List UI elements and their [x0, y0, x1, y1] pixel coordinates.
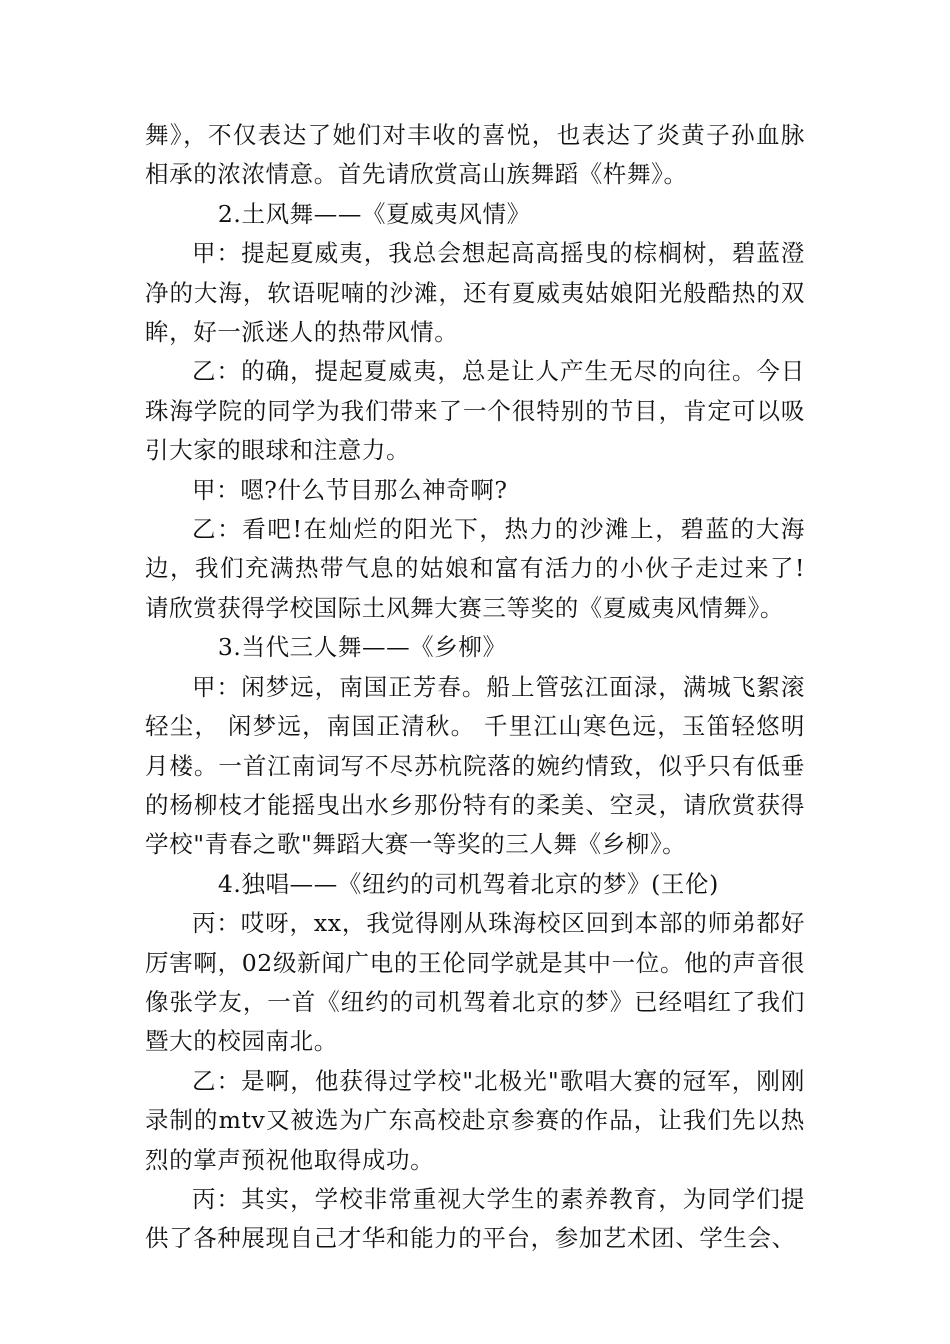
- paragraph-5: 乙：看吧!在灿烂的阳光下，热力的沙滩上，碧蓝的大海边，我们充满热带气息的姑娘和富有活力的小伙子走过来了!请欣赏获得学校国际土风舞大赛三等奖的《夏威夷风情舞》。: [145, 515, 805, 622]
- paragraph-4: 甲：嗯?什么节目那么神奇啊?: [192, 475, 508, 504]
- paragraph-8: 乙：是啊，他获得过学校"北极光"歌唱大赛的冠军，刚刚录制的mtv又被选为广东高校赴京参赛的作品，让我们先以热烈的掌声预祝他取得成功。: [145, 1066, 805, 1174]
- paragraph-3: 乙：的确，提起夏威夷，总是让人产生无尽的向往。今日珠海学院的同学为我们带来了一个很特别的节目，肯定可以吸引大家的眼球和注意力。: [145, 357, 805, 465]
- section-title-3: 3.当代三人舞——《乡柳》: [217, 633, 507, 662]
- paragraph-6: 甲：闲梦远，南国正芳春。船上管弦江面渌，满城飞絮滚轻尘， 闲梦远，南国正清秋。 千里江山寒色远，玉笛轻悠明月楼。一首江南词写不尽苏杭院落的婉约情致，似乎只有低垂的杨柳枝才能摇曳出水乡那份特有的柔美、空灵，请欣赏获得学校"青春之歌"舞蹈大赛一等奖的三人舞《乡柳》。: [145, 672, 805, 859]
- section-title-2: 2.土风舞——《夏威夷风情》: [217, 199, 531, 228]
- paragraph-7: 丙：哎呀，xx，我觉得刚从珠海校区回到本部的师弟都好厉害啊，02级新闻广电的王伦同学就是其中一位。他的声音很像张学友，一首《纽约的司机驾着北京的梦》已经唱红了我们暨大的校园南北。: [145, 909, 805, 1056]
- section-title-4: 4.独唱——《纽约的司机驾着北京的梦》(王伦): [217, 869, 719, 898]
- document-page: [145, 116, 805, 1259]
- paragraph-1: 舞》，不仅表达了她们对丰收的喜悦，也表达了炎黄子孙血脉相承的浓浓情意。首先请欣赏高山族舞蹈《杵舞》。: [145, 121, 805, 189]
- paragraph-9: 丙：其实，学校非常重视大学生的素养教育，为同学们提供了各种展现自己才华和能力的平台，参加艺术团、学生会、: [145, 1184, 805, 1253]
- paragraph-2: 甲：提起夏威夷，我总会想起高高摇曳的棕榈树，碧蓝澄净的大海，软语呢喃的沙滩，还有夏威夷姑娘阳光般酷热的双眸，好一派迷人的热带风情。: [145, 239, 805, 347]
